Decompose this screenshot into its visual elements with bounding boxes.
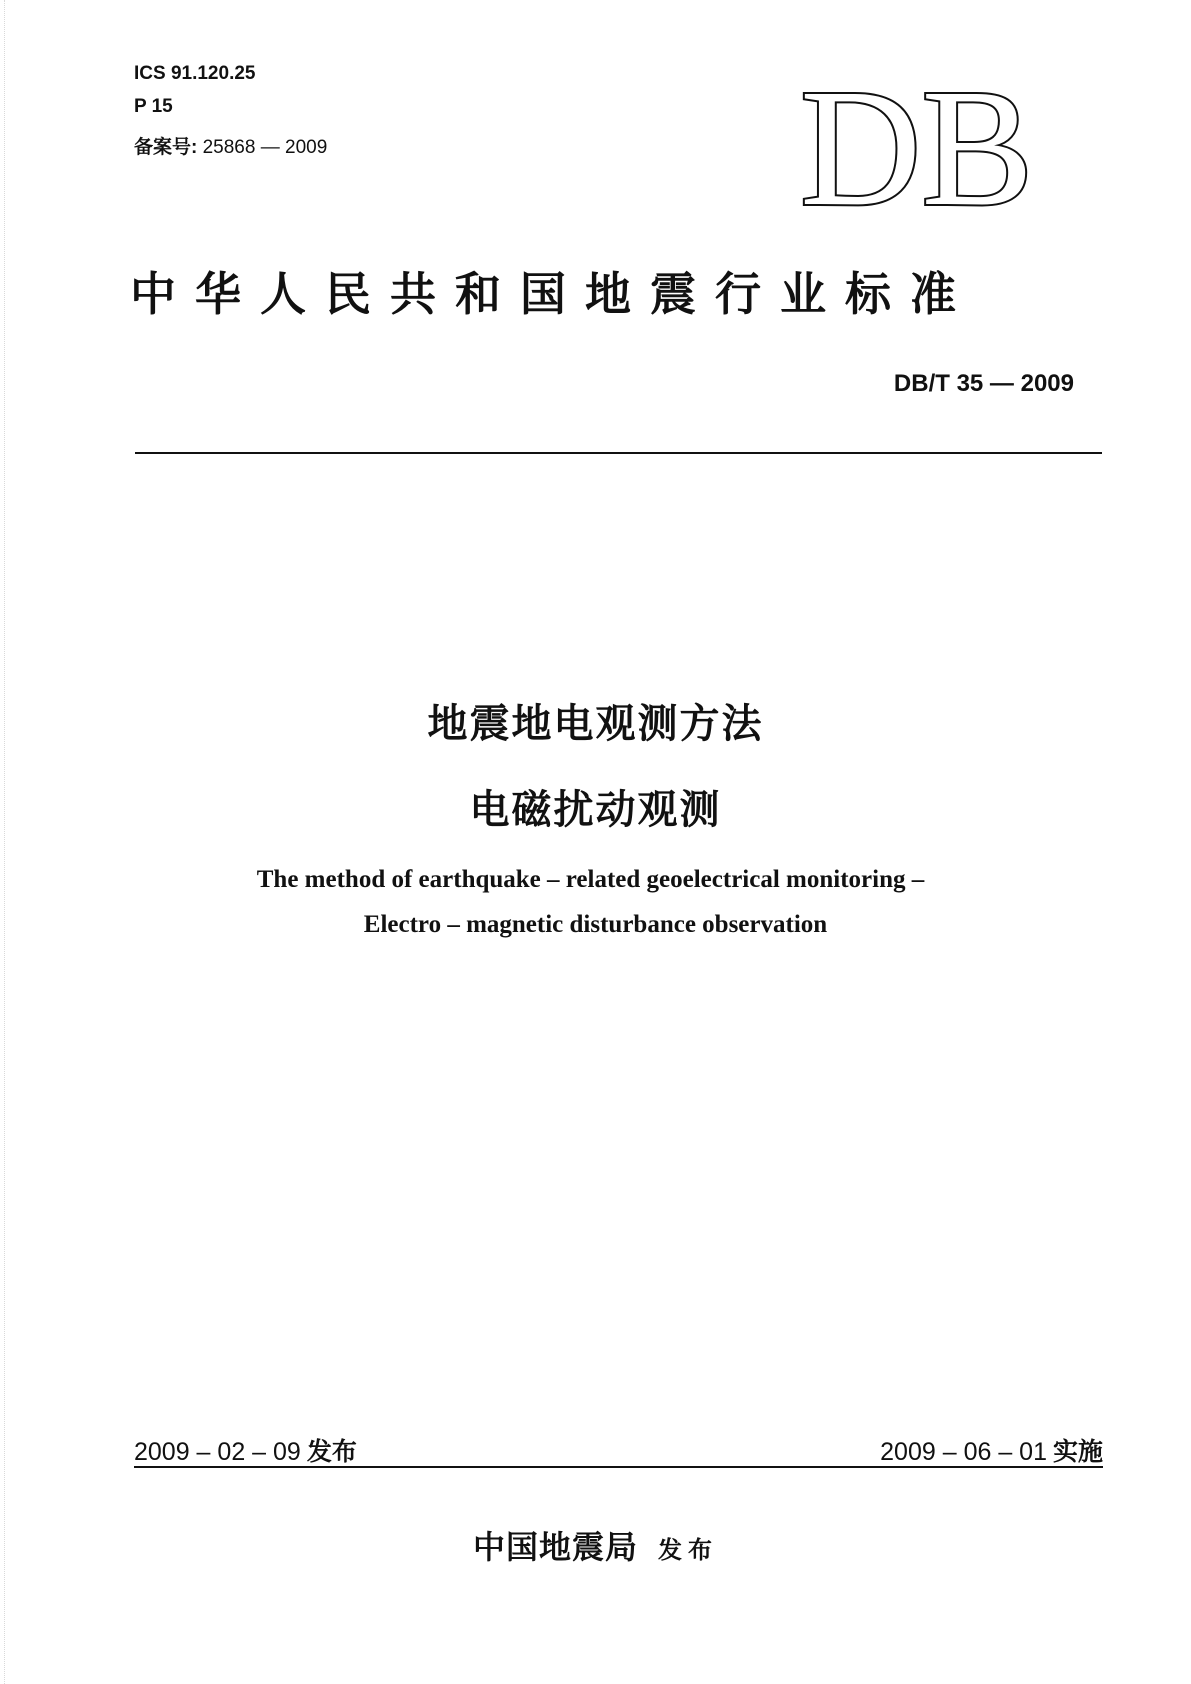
effective-date-value: 2009 – 06 – 01 [880, 1438, 1047, 1466]
chinese-title-line-2: 电磁扰动观测 [469, 787, 722, 833]
scan-edge-artifact [4, 0, 5, 1684]
issuer-organization: 中国地震局 [472, 1528, 638, 1566]
english-title-line-1: The method of earthquake – related geoelectrical monitoring – [256, 866, 925, 893]
effective-date-label: 实施 [1052, 1437, 1103, 1466]
issuer-action: 发布 [658, 1536, 718, 1564]
standard-number: DB/T 35 — 2009 [893, 370, 1074, 397]
footer-divider [134, 1466, 1103, 1468]
db-logo [800, 82, 1050, 212]
category-code: P 15 [134, 96, 173, 117]
record-label: 备案号: [134, 137, 198, 158]
issue-date-label: 发布 [306, 1437, 357, 1466]
english-title-line-2: Electro – magnetic disturbance observation [363, 911, 828, 938]
standard-category-title: 中华人民共和国地震行业标准 [130, 267, 975, 321]
record-number: 25868 — 2009 [202, 137, 328, 158]
ics-code: ICS 91.120.25 [134, 63, 256, 84]
record-number-line [134, 132, 327, 159]
issue-date-value: 2009 – 02 – 09 [134, 1438, 301, 1466]
chinese-title-line-1: 地震地电观测方法 [427, 701, 764, 747]
header-divider [135, 452, 1102, 454]
db-logo-text: DB [800, 82, 1034, 212]
issue-date [134, 1432, 357, 1468]
issuing-authority [0, 1522, 1191, 1568]
effective-date [880, 1432, 1103, 1468]
